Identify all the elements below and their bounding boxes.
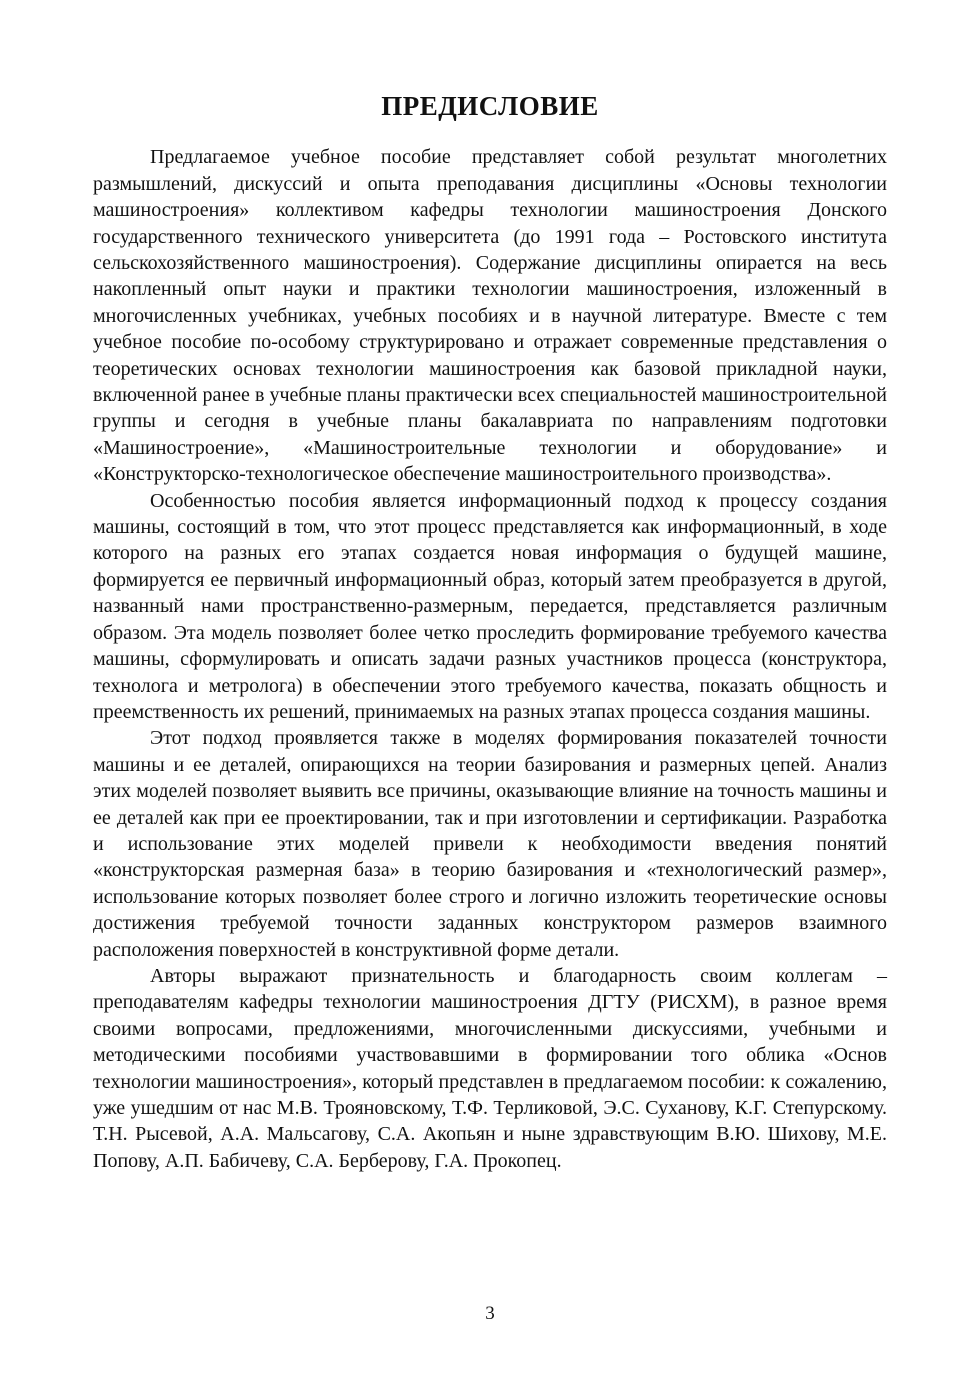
paragraph-acknowledgements: Авторы выражают признательность и благодарность своим коллегам – преподавателям кафедры технологии машиностроения ДГТУ (РИСХМ), в разное время своими вопросами, предложениями, многочисленными дискуссиями, учебными и методическими пособиями участвовавшими в формировании того облика «Основ технологии машиностроения», который представлен в предлагаемом пособии: к сожалению, уже ушедшим от нас М.В. Трояновскому, Т.Ф. Терликовой, Э.С. Суханову, К.Г. Степурскому. Т.Н. Рысевой, А.А. Мальсагову, С.А. Акопьян и ныне здравствующим В.Ю. Шихову, М.Е. Попову, А.П. Бабичеву, С.А. Берберову, Г.А. Прокопец.: [93, 964, 887, 1172]
document-page: [93, 90, 887, 1174]
page-number: 3: [485, 1303, 495, 1324]
paragraph-intro: Предлагаемое учебное пособие представляет собой результат многолетних размышлений, дискуссий и опыта преподавания дисциплины «Основы технологии машиностроения» коллективом кафедры технологии машиностроения Донского государственного технического университета (до 1991 года – Ростовского института сельскохозяйственного машиностроения). Содержание дисциплины опирается на весь накопленный опыт науки и практики технологии машиностроения, изложенный в многочисленных учебниках, учебных пособиях и в научной литературе. Вместе с тем учебное пособие по-особому структурировано и отражает современные представления о теоретических основах технологии машиностроения как базовой прикладной науки, включенной ранее в учебные планы практически всех специальностей машиностроительной группы и сегодня в учебные планы бакалавриата по направлениям подготовки «Машиностроение», «Машиностроительные технологии и оборудование» и «Конструкторско-технологическое обеспечение машиностроительного производства».: [93, 146, 887, 486]
paragraph-models: Этот подход проявляется также в моделях формирования показателей точности машины и ее деталей, опирающихся на теории базирования и размерных цепей. Анализ этих моделей позволяет выявить все причины, оказывающие влияние на точность машины и ее деталей как при ее проектировании, так и при изготовлении и сертификации. Разработка и использование этих моделей привели к необходимости введения понятий «конструкторская размерная база» в теорию базирования и «технологический размер», использование которых позволяет более строго и логично изложить теоретические основы достижения требуемой точности заданных конструктором размеров взаимного расположения поверхностей в конструктивной форме детали.: [93, 727, 887, 961]
paragraph-approach: Особенностью пособия является информационный подход к процессу создания машины, состоящий в том, что этот процесс представляется как информационный, в ходе которого на разных его этапах создается новая информация о будущей машине, формируется ее первичный информационный образ, который затем преобразуется в другой, названный нами пространственно-размерным, передается, представляется различным образом. Эта модель позволяет более четко проследить формирование требуемого качества машины, сформулировать и описать задачи разных участников процесса (конструктора, технолога и метролога) в обеспечении этого требуемого качества, показать общность и преемственность их решений, принимаемых на разных этапах процесса создания машины.: [93, 489, 887, 723]
page-title: ПРЕДИСЛОВИЕ: [381, 91, 599, 121]
